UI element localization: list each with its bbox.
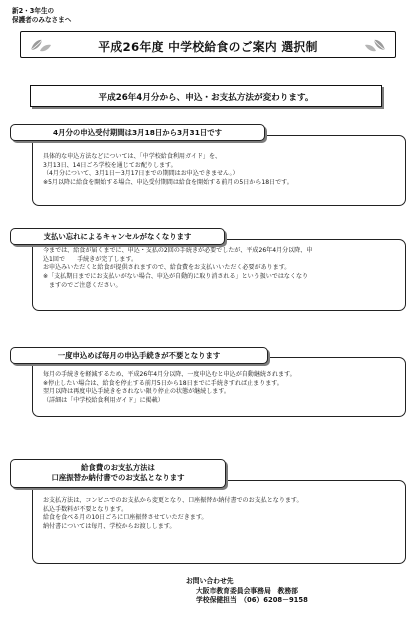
section-4-body (32, 480, 406, 564)
section-4-heading-line-1: 給食費のお支払方法は (81, 463, 155, 472)
addressee-line-2: 保護者のみなさまへ (12, 16, 72, 24)
section-4-line-4: 納付書については毎月、学校からお渡しします。 (43, 523, 176, 531)
contact-dept: 学校保健担当 （06）6208－9158 (196, 596, 308, 604)
section-3-heading-line-1: 一度申込めば毎月の申込手続きが不要となります (57, 350, 221, 360)
section-4-line-1: お支払方法は、コンビニでのお支払から変更となり、口座振替か納付書でのお支払となります。 (43, 497, 303, 504)
section-2-line-3: お申込みいただくと給食が提供されますので、給食費をお支払いいただく必要があります。 (43, 264, 291, 272)
section-3-body (32, 357, 406, 417)
section-3-heading (10, 347, 268, 364)
subtitle: 平成26年4月分から、申込・お支払方法が変わります。 (98, 93, 314, 103)
title-box (20, 31, 396, 58)
contact-org: 大阪市教育委員会事務局 教務部 (196, 586, 298, 595)
section-2-line-5: ますのでご注意ください。 (43, 281, 122, 289)
subtitle-box (30, 85, 382, 107)
section-3-line-4: （詳細は「中学校給食利用ガイド」に掲載） (43, 397, 164, 405)
page-title: 平成26年度 中学校給食のご案内 選択制 (98, 40, 318, 54)
section-4-line-3: 給食を食べる月の10日ごろに口座振替させていただきます。 (43, 514, 208, 522)
section-3-line-1: 毎月の手続きを軽減するため、平成26年4月分以降、一度申込むと申込が自動継続されます。 (43, 371, 296, 378)
addressee-line-1: 新2・3年生の (12, 7, 55, 15)
section-1-body (32, 135, 406, 206)
contact-info (186, 577, 308, 606)
section-4-heading (10, 459, 226, 488)
section-1-heading-line-1: 4月分の申込受付期間は3月18日から3月31日です (52, 127, 223, 137)
section-3-line-2: ※停止したい場合は、給食を停止する前月5日から18日までに手続きすれば止まります。 (43, 379, 283, 387)
section-2-heading (10, 228, 225, 245)
leaf-icon-right (363, 36, 387, 54)
section-1-line-1: 具体的な申込方法などについては、「中学校給食利用ガイド」を、 (43, 153, 222, 160)
section-2-line-2: 込1回で 手続きが完了します。 (43, 255, 138, 263)
section-3-line-3: 翌月以降は再度申込手続きをされない限り停止の状態が継続します。 (43, 388, 230, 396)
section-2-body (32, 239, 406, 311)
section-1-line-4: ※5月以降に給食を開始する場合、申込受付期間は給食を開始する前月の5日から18日です。 (43, 179, 293, 187)
section-1-heading (10, 124, 265, 141)
section-4-line-2: 払込手数料が不要となります。 (43, 505, 128, 513)
section-2-line-4: ※「支払期日までにお支払いがない場合、申込が自動的に取り消される」という扱いではなくなり (43, 273, 309, 281)
addressee (12, 7, 71, 25)
section-4-heading-line-2: 口座振替か納付書でのお支払となります (51, 473, 185, 482)
section-1-line-2: 3月13日、14日ごろ学校を通じてお配りします。 (43, 161, 177, 169)
contact-label: お問い合わせ先 (186, 577, 234, 585)
section-1-line-3: （4月分について、3月1日～3月17日までの期間はお申込できません。） (43, 170, 239, 178)
section-2-heading-line-1: 支払い忘れによるキャンセルがなくなります (43, 231, 192, 241)
section-2-line-1: 今までは、給食が届くまでに、申込・支払の2回の手続きが必要でしたが、平成26年4月分以降、申 (43, 247, 313, 254)
